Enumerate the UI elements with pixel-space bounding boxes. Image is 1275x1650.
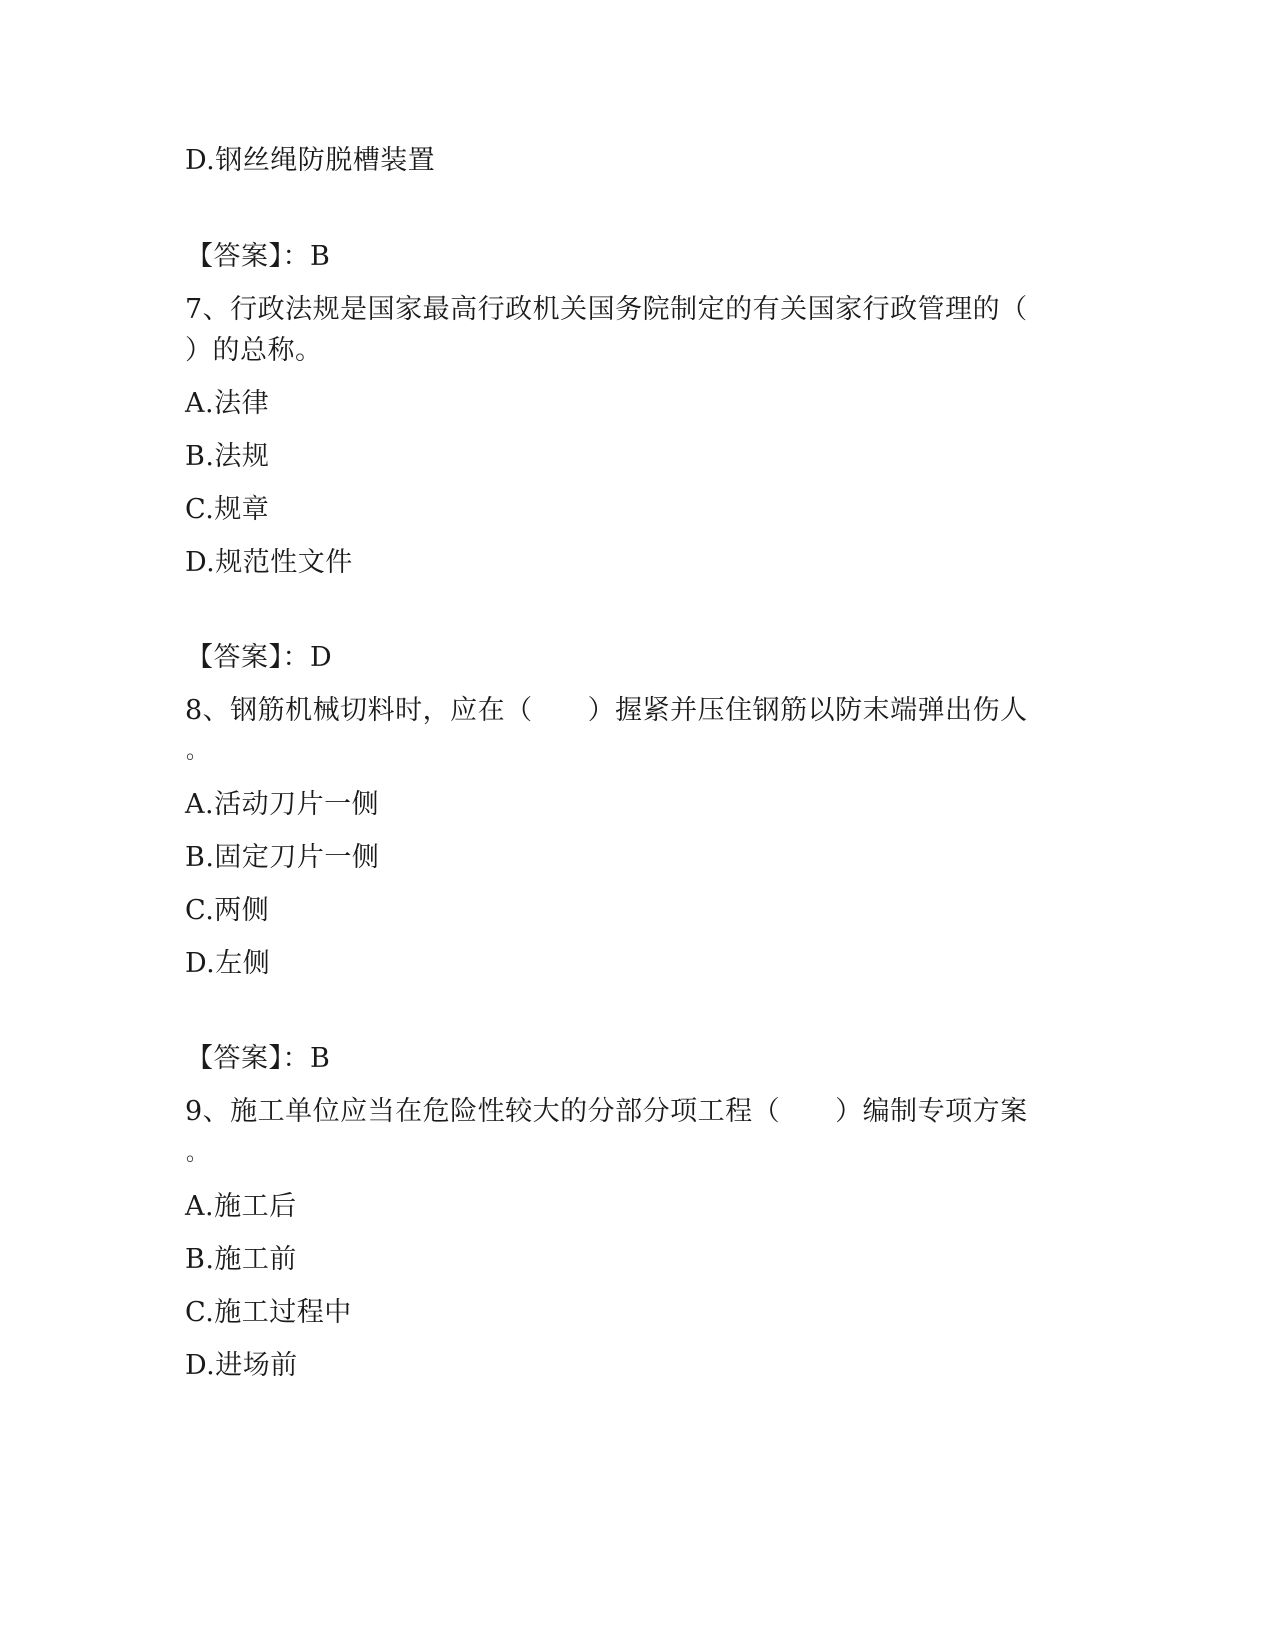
question-stem: 9、施工单位应当在危险性较大的分部分项工程（ ）编制专项方案: [185, 1096, 1028, 1127]
question-stem-continued: ）的总称。: [185, 335, 323, 366]
answer-line: 【答案】：B: [186, 1043, 331, 1074]
option-a: A.法律: [185, 388, 270, 419]
question-stem: 7、行政法规是国家最高行政机关国务院制定的有关国家行政管理的（: [185, 294, 1028, 325]
answer-line: 【答案】：D: [186, 642, 333, 673]
option-b: B.固定刀片一侧: [185, 842, 380, 873]
option-b: B.法规: [185, 441, 270, 472]
option-c: C.施工过程中: [185, 1297, 352, 1328]
option-d: D.进场前: [185, 1350, 298, 1381]
option-b: B.施工前: [185, 1244, 297, 1275]
option-d: D.左侧: [185, 948, 271, 979]
option-d: D.钢丝绳防脱槽装置: [185, 145, 436, 176]
option-d: D.规范性文件: [185, 547, 353, 578]
option-c: C.规章: [185, 494, 270, 525]
question-stem: 8、钢筋机械切料时，应在（ ）握紧并压住钢筋以防末端弹出伤人: [185, 695, 1028, 726]
option-c: C.两侧: [185, 895, 270, 926]
option-a: A.活动刀片一侧: [185, 789, 380, 820]
option-a: A.施工后: [185, 1191, 297, 1222]
answer-line: 【答案】：B: [186, 241, 331, 272]
question-stem-continued: 。: [186, 1141, 209, 1166]
question-stem-continued: 。: [186, 739, 209, 764]
